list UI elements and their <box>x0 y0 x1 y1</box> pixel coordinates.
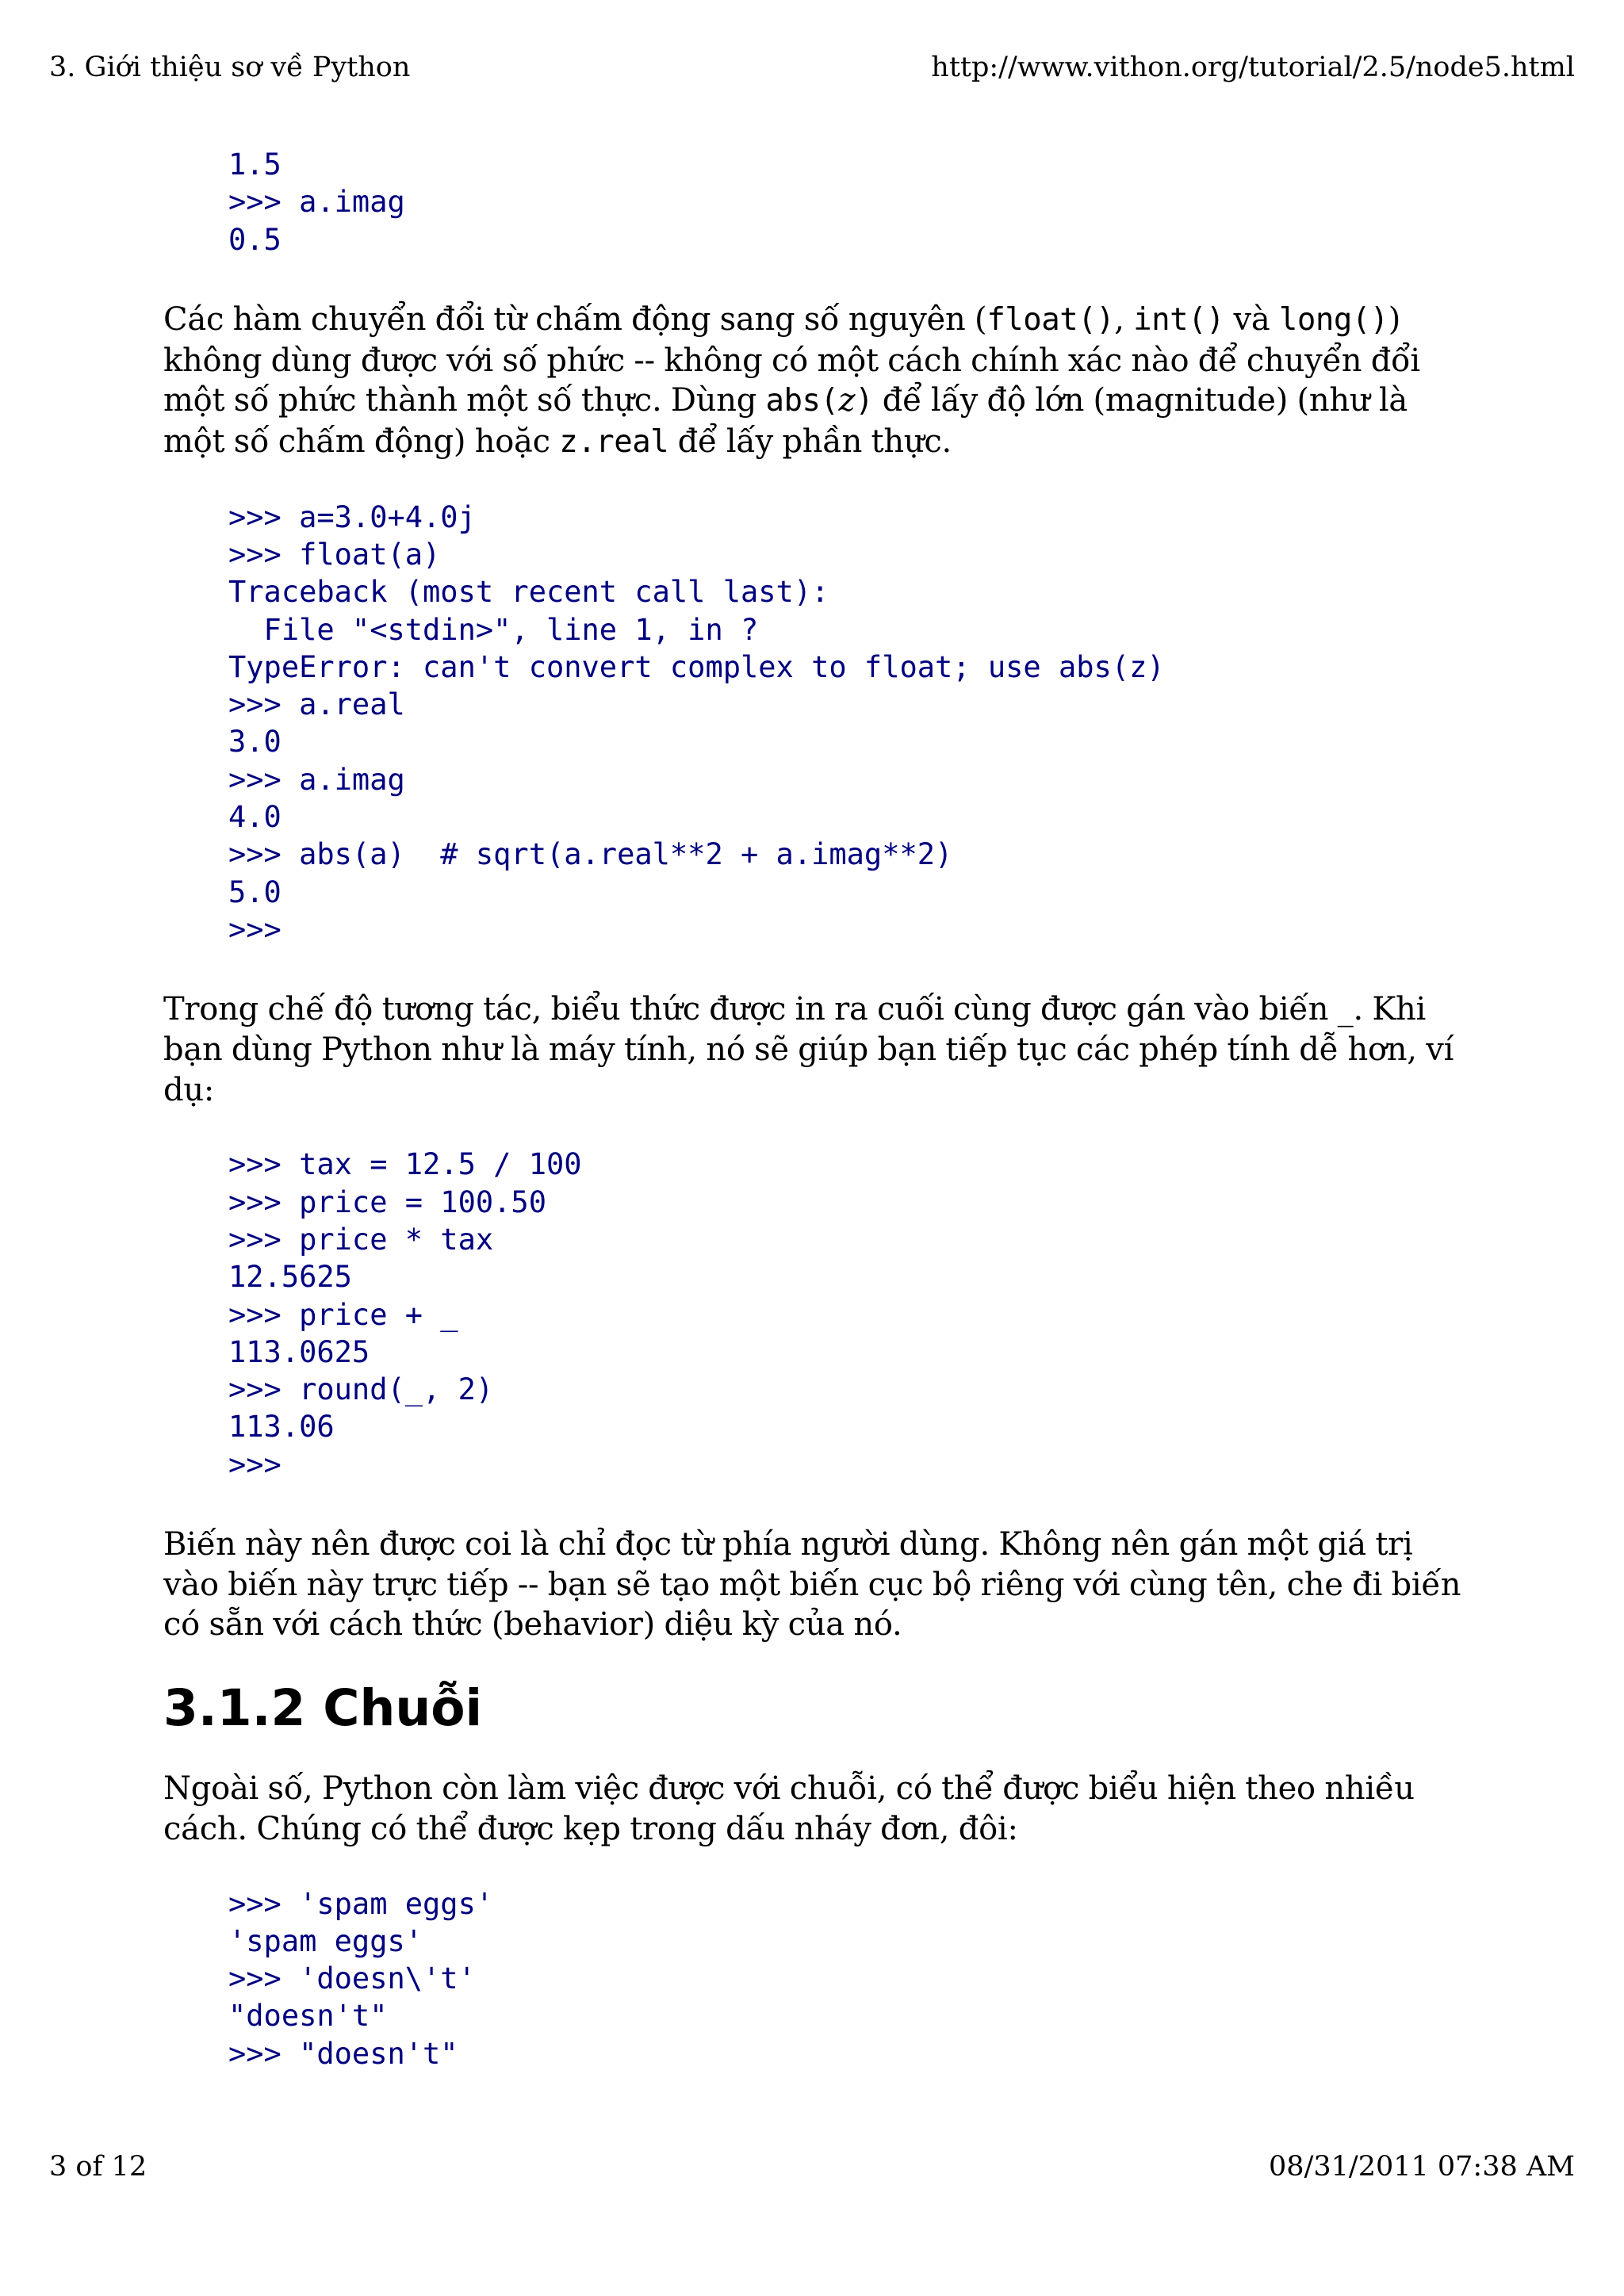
document-body <box>163 146 1464 2072</box>
code-block-tax: >>> tax = 12.5 / 100 >>> price = 100.50 >>> price * tax 12.5625 >>> price + _ 113.0625 >>> round(_, 2) 113.06 >>> <box>228 1147 582 1482</box>
section-heading: 3.1.2 Chuỗi <box>163 1679 483 1738</box>
page-header-url: http://www.vithon.org/tutorial/2.5/node5.html <box>931 52 1575 83</box>
print-datetime: 08/31/2011 07:38 AM <box>1269 2151 1575 2183</box>
code-block-strings: >>> 'spam eggs' 'spam eggs' >>> 'doesn\'t' "doesn't" >>> "doesn't" <box>228 1886 494 2071</box>
code-block-imag: 1.5 >>> a.imag 0.5 <box>228 147 405 257</box>
page-header-title: 3. Giới thiệu sơ về Python <box>49 52 411 83</box>
page-number: 3 of 12 <box>49 2151 147 2183</box>
paragraph-readonly: Biến này nên được coi là chỉ đọc từ phía người dùng. Không nên gán một giá trị vào biến này trực tiếp -- bạn sẽ tạo một biến cục bộ riêng với cùng tên, che đi biến có sẵn với cách thức (behavior) diệu kỳ của nó. <box>163 1526 1461 1644</box>
paragraph-underscore: Trong chế độ tương tác, biểu thức được in ra cuối cùng được gán vào biến _. Khi bạn dùng Python như là máy tính, nó sẽ giúp bạn tiếp tục các phép tính dễ hơn, ví dụ: <box>163 991 1454 1108</box>
paragraph-strings: Ngoài số, Python còn làm việc được với chuỗi, có thể được biểu hiện theo nhiều cách. Chúng có thể được kẹp trong dấu nháy đơn, đôi: <box>163 1770 1415 1847</box>
code-block-complex: >>> a=3.0+4.0j >>> float(a) Traceback (most recent call last): File "<stdin>", line 1, in ? TypeError: can't convert complex to float; use abs(z) >>> a.real 3.0 >>> a.imag 4.0 >>> abs(a) # sqrt(a.real**2 + a.imag**2) 5.0 >>> <box>228 499 1165 947</box>
paragraph-conversion: Các hàm chuyển đổi từ chấm động sang số nguyên (float(), int() và long()) không dùng được với số phức -- không có một cách chính xác nào để chuyển đổi một số phức thành một số thực. Dùng abs(z) để lấy độ lớn (magnitude) (như là một số chấm động) hoặc z.real để lấy phần thực. <box>163 300 1420 460</box>
